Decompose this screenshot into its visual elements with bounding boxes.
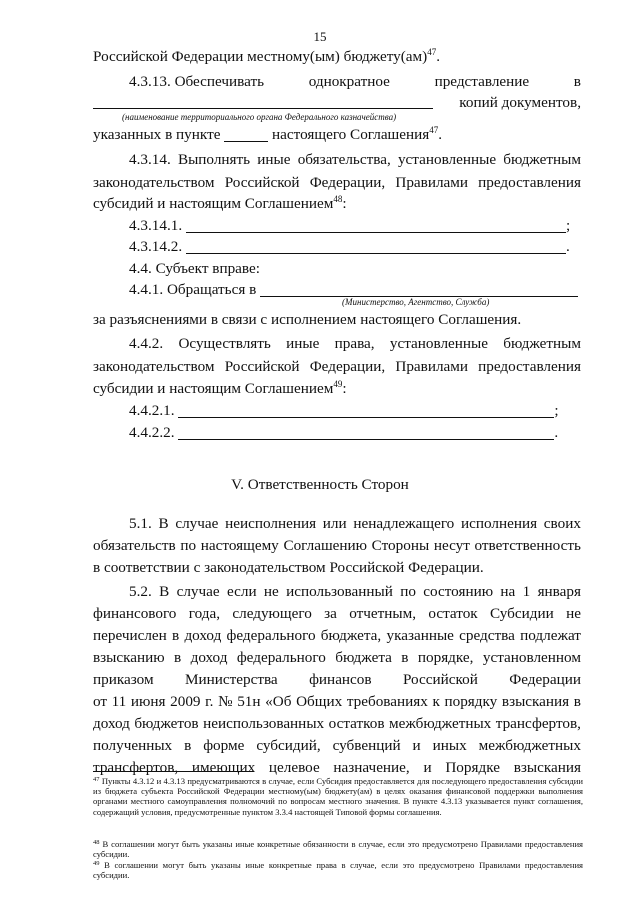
word: представление <box>434 73 530 90</box>
word: установленном <box>482 649 581 666</box>
line-13 <box>93 334 581 354</box>
line-6 <box>93 173 581 193</box>
word: 4.3.13. Обеспечивать <box>129 73 265 90</box>
word: права, <box>334 335 375 352</box>
word: взыскания <box>501 693 570 710</box>
word: доход <box>190 649 228 666</box>
caption-treasury: (наименование территориального органа Федерального казначейства) <box>122 112 397 122</box>
word: предоставления <box>478 174 581 191</box>
word: не <box>263 583 279 600</box>
word: не <box>566 605 581 622</box>
word: к <box>432 693 440 710</box>
word: года, <box>188 605 221 622</box>
word: трансфертов, <box>93 759 179 776</box>
blank-field <box>93 93 433 109</box>
word: по <box>400 583 416 600</box>
word: указанные <box>386 627 454 644</box>
word: Российской <box>402 671 478 688</box>
word: за <box>324 605 337 622</box>
para-5-1-line-2 <box>93 536 581 556</box>
word: бюджетов <box>134 715 199 732</box>
word: средства <box>459 627 515 644</box>
word: следующего <box>232 605 312 622</box>
word: остатков <box>328 715 385 732</box>
para-5-1-line-1 <box>93 514 581 534</box>
para-5-2-line-4 <box>93 648 581 668</box>
word: порядке, <box>417 649 474 666</box>
para-5-2-line-6 <box>93 692 581 712</box>
word: Федерации, <box>309 174 386 191</box>
word: г. <box>205 693 214 710</box>
word: и <box>412 737 421 754</box>
word: 4.3.14. <box>129 151 171 168</box>
word: случае <box>176 583 220 600</box>
word: назначение, <box>333 759 410 776</box>
word: и <box>423 759 432 776</box>
word: В <box>158 515 169 532</box>
para-5-2-line-5 <box>93 670 581 690</box>
word: января <box>537 583 581 600</box>
word: Субсидии <box>490 605 554 622</box>
line-10: 4.4. Субъект вправе: <box>129 260 260 277</box>
word: установленные <box>389 335 489 352</box>
word: однократное <box>308 73 390 90</box>
word: межбюджетных <box>389 715 492 732</box>
word: Российской <box>224 174 300 191</box>
word: обязательства, <box>297 151 391 168</box>
word: установленные <box>397 151 497 168</box>
page-number: 15 <box>313 29 327 44</box>
para-5-2-line-8 <box>93 736 581 756</box>
word: 11 <box>111 693 127 710</box>
line-1: Российской Федерации местному(ым) бюджету(ам)$^{47}$. <box>93 47 440 65</box>
word: обязательств <box>93 537 176 554</box>
para-5-2-line-2 <box>93 604 581 624</box>
word: ответственность <box>474 537 581 554</box>
word: 4.4.2. <box>129 335 164 352</box>
word: несут <box>433 537 470 554</box>
word: Стороны <box>371 537 430 554</box>
para-5-2-line-7 <box>93 714 581 734</box>
word: от <box>93 693 108 710</box>
word: доход <box>184 627 222 644</box>
word: полученных <box>93 737 173 754</box>
blank-field <box>260 281 578 297</box>
word: 51н <box>237 693 261 710</box>
word: Порядке <box>445 759 500 776</box>
word: Выполнять <box>177 151 251 168</box>
word: ненадлежащего <box>353 515 455 532</box>
word: если <box>227 583 257 600</box>
line-14 <box>93 357 581 377</box>
word: иные <box>257 151 291 168</box>
footnote-separator <box>93 771 253 772</box>
para-5-2-line-3 <box>93 626 581 646</box>
word: Министерства <box>184 671 278 688</box>
line-4: указанных в пункте настоящего Соглашения$^{47}$. <box>93 125 443 143</box>
word: использованный <box>286 583 393 600</box>
word: финансов <box>309 671 372 688</box>
word: законодательством <box>93 358 215 375</box>
line-2 <box>93 72 581 92</box>
word: июня <box>130 693 166 710</box>
word: 5.2. <box>129 583 152 600</box>
word: Осуществлять <box>178 335 271 352</box>
blank-field <box>224 126 268 142</box>
word: субвенций <box>332 737 401 754</box>
word: неиспользованных <box>203 715 325 732</box>
line-17: 4.4.2.2. . <box>129 424 559 441</box>
word: форме <box>203 737 245 754</box>
word: подлежат <box>520 627 581 644</box>
word: в <box>573 73 581 90</box>
word: по <box>180 537 197 554</box>
line-16: 4.4.2.1. ; <box>129 402 559 419</box>
word: остаток <box>428 605 478 622</box>
blank-field <box>178 424 554 440</box>
word: иные <box>286 335 320 352</box>
word: «Об <box>265 693 292 710</box>
word: федерального <box>236 649 326 666</box>
word: Российской <box>224 358 300 375</box>
word: в <box>184 737 192 754</box>
word: 5.1. <box>129 515 152 532</box>
word: субсидий, <box>256 737 321 754</box>
line-15: субсидии и настоящим Соглашением$^{49}$: <box>93 379 347 397</box>
blank-field <box>186 238 566 254</box>
line-9: 4.3.14.2. . <box>129 238 570 255</box>
word: или <box>322 515 347 532</box>
word: имеющих <box>191 759 256 776</box>
word: в <box>573 693 581 710</box>
word: на <box>500 583 516 600</box>
word: бюджета, <box>320 627 382 644</box>
line-3: копий документов, <box>93 93 581 113</box>
word: своих <box>543 515 581 532</box>
word: требованиях <box>346 693 428 710</box>
word: целевое <box>268 759 320 776</box>
word: Федерации <box>509 671 581 688</box>
word: неисполнения <box>225 515 317 532</box>
para-5-1-line-3: в соответствии с законодательством Российской Федерации. <box>93 559 484 576</box>
word: исполнения <box>460 515 538 532</box>
word: федерального <box>226 627 316 644</box>
word: взыскания <box>513 759 581 776</box>
footnote-47: $^{47}$ Пункты 4.3.12 и 4.3.13 предусматриваются в случае, если Субсидия предоставляется для последующего предоставления субсидии из бюджета субъекта Российской Федерации местному(ым) бюджету(ам) в целях оказания финансовой поддержки выполнения органами местного самоуправления полномочий по вопросам местного значения. В пункте 4.3.13 указывается пункт соглашения, содержащий условия, предусмотренные пунктом 3.3.4 настоящей Типовой формы соглашения. <box>93 776 583 817</box>
word: в <box>174 649 182 666</box>
word: межбюджетных <box>478 737 581 754</box>
word: Правилами <box>395 174 469 191</box>
word: взысканию <box>93 649 165 666</box>
blank-field <box>186 217 566 233</box>
line-7: субсидий и настоящим Соглашением$^{48}$: <box>93 194 347 212</box>
word: настоящему <box>200 537 279 554</box>
word: законодательством <box>93 174 215 191</box>
word: Федерации, <box>309 358 386 375</box>
line-8: 4.3.14.1. ; <box>129 217 571 234</box>
word: 1 <box>522 583 531 600</box>
word: предоставления <box>478 358 581 375</box>
word: приказом <box>93 671 154 688</box>
caption-ministry: (Министерство, Агентство, Служба) <box>342 297 490 307</box>
word: трансфертов, <box>495 715 581 732</box>
section-title: V. Ответственность Сторон <box>231 476 409 493</box>
word: случае <box>175 515 219 532</box>
word: Соглашению <box>283 537 367 554</box>
word: Общих <box>296 693 343 710</box>
word: № <box>218 693 233 710</box>
word: бюджетным <box>503 151 581 168</box>
word: В <box>159 583 170 600</box>
line-12: за разъяснениями в связи с исполнением настоящего Соглашения. <box>93 311 522 328</box>
line-11: 4.4.1. Обращаться в <box>93 280 581 300</box>
word: в <box>172 627 180 644</box>
word: порядку <box>444 693 498 710</box>
word: перечислен <box>93 627 167 644</box>
word: бюджета <box>335 649 392 666</box>
word: состоянию <box>423 583 494 600</box>
footnote-49: $^{49}$ В соглашении могут быть указаны иные конкретные права в случае, если это предусмотрено Правилами предоставления субсидии. <box>93 860 583 881</box>
word: доход <box>93 715 130 732</box>
para-5-2-line-9 <box>93 758 581 778</box>
word: иных <box>432 737 467 754</box>
blank-field <box>178 402 554 418</box>
word: отчетным, <box>349 605 417 622</box>
word: в <box>401 649 409 666</box>
word: бюджетным <box>503 335 581 352</box>
word: финансового <box>93 605 177 622</box>
footnote-48: $^{48}$ В соглашении могут быть указаны иные конкретные обязанности в случае, если это предусмотрено Правилами предоставления субсидии. <box>93 839 583 860</box>
para-5-2-line-1 <box>93 582 581 602</box>
word: Правилами <box>395 358 469 375</box>
line-5 <box>93 150 581 170</box>
word: 2009 <box>170 693 201 710</box>
